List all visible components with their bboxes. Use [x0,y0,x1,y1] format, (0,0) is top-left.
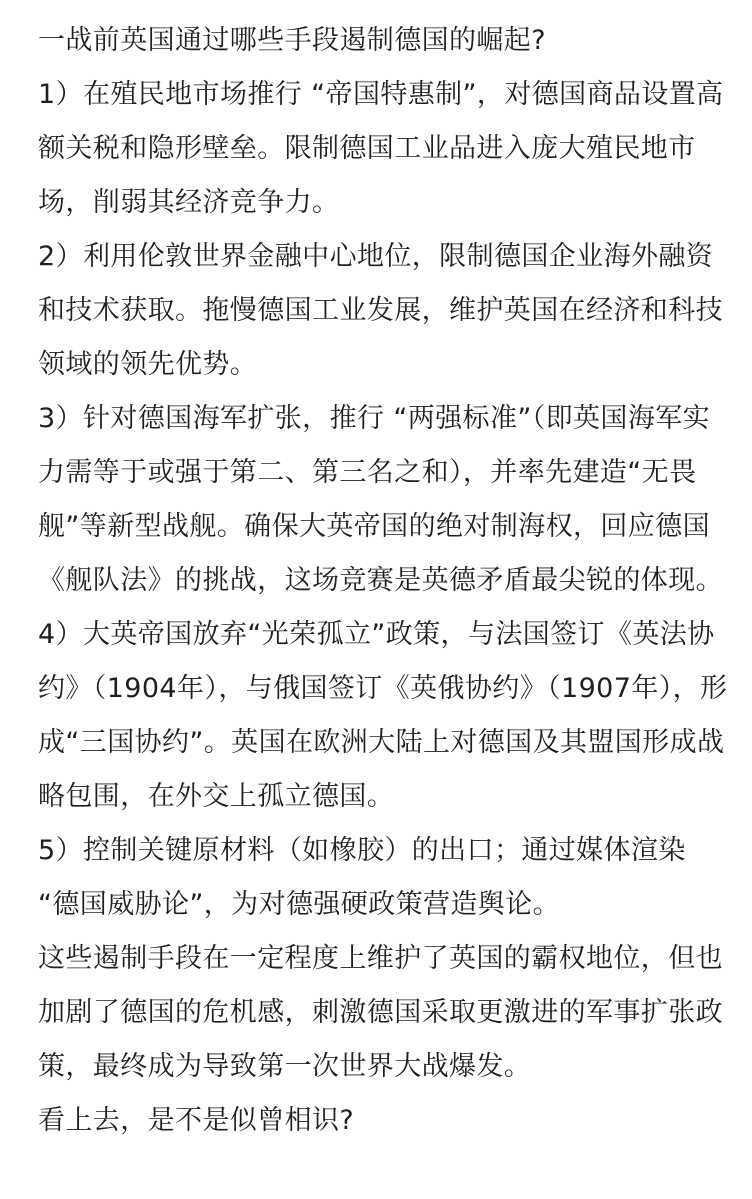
question-heading: 一战前英国通过哪些手段遏制德国的崛起? [38,25,546,56]
conclusion-paragraph: 这些遏制手段在一定程度上维护了英国的霸权地位，但也加剧了德国的危机感，刺激德国采取更激进的军事扩张政策，最终成为导致第一次世界大战爆发。 [38,943,723,1082]
point-4: 4）大英帝国放弃“光荣孤立”政策，与法国签订《英法协约》（1904年），与俄国签订《英俄协约》（1907年），形成“三国协约”。英国在欧洲大陆上对德国及其盟国形成战略包围，在外交上孤立德国。 [38,619,728,812]
point-1: 1）在殖民地市场推行 “帝国特惠制”，对德国商品设置高额关税和隐形壁垒。限制德国工业品进入庞大殖民地市场，削弱其经济竞争力。 [38,79,724,218]
point-2: 2）利用伦敦世界金融中心地位，限制德国企业海外融资和技术获取。拖慢德国工业发展，维护英国在经济和科技领域的领先优势。 [38,241,723,380]
article-body [38,14,728,1148]
closing-question: 看上去，是不是似曾相识? [38,1105,355,1136]
point-3: 3）针对德国海军扩张，推行 “两强标准”（即英国海军实力需等于或强于第二、第三名之和），并率先建造“无畏舰”等新型战舰。确保大英帝国的绝对制海权，回应德国《舰队法》的挑战，这场竞赛是英德矛盾最尖锐的体现。 [38,403,723,596]
point-5: 5）控制关键原材料（如橡胶）的出口；通过媒体渲染 “德国威胁论”，为对德强硬政策营造舆论。 [38,835,686,920]
